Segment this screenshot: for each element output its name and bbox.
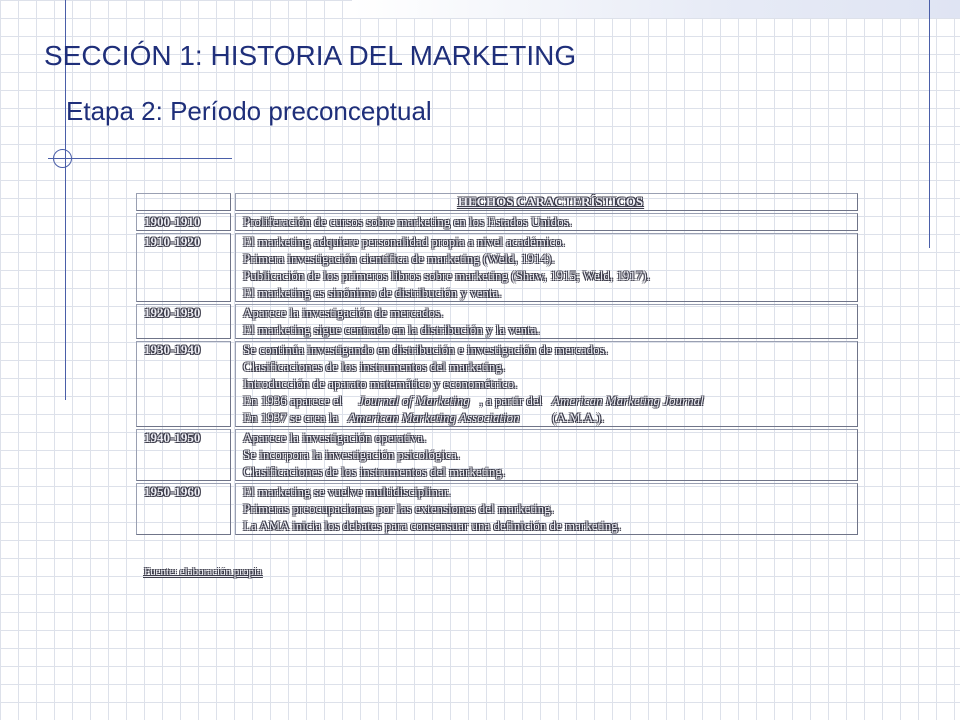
- source-note: Fuente: elaboración propia: [144, 566, 262, 578]
- fact-line: Clasificaciones de los instrumentos del marketing.: [243, 464, 506, 479]
- corner-horizontal-rule: [48, 158, 232, 159]
- fact-line: Aparece la investigación operativa.: [243, 430, 427, 445]
- fact-line: El marketing sigue centrado en la distribución y la venta.: [243, 322, 540, 337]
- fact-text: , a partir del: [479, 393, 543, 408]
- fact-line: Clasificaciones de los instrumentos del marketing.: [243, 359, 506, 374]
- facts-cell: [235, 341, 858, 426]
- fact-text: En 1937 se crea la: [243, 410, 339, 425]
- table-row: [136, 233, 858, 301]
- slide-title: SECCIÓN 1: HISTORIA DEL MARKETING: [44, 40, 577, 71]
- fact-line: Introducción de aparato matemático y econométrico.: [243, 376, 518, 391]
- fact-line: [243, 392, 858, 409]
- history-table: [136, 193, 858, 537]
- fact-line: Proliferación de cursos sobre marketing en los Estados Unidos.: [243, 214, 572, 229]
- fact-line: Se continúa investigando en distribución e investigación de mercados.: [243, 342, 608, 357]
- table-header-row: [136, 193, 858, 210]
- fact-line: El marketing adquiere personalidad propia a nivel académico.: [243, 234, 565, 249]
- table-row: [136, 429, 858, 480]
- top-decorative-bar: [352, 0, 960, 18]
- facts-cell: [235, 483, 858, 534]
- fact-line: Primeras preocupaciones por las extensiones del marketing.: [243, 501, 554, 516]
- period-cell: 1940-1950: [136, 429, 231, 480]
- association-name: American Marketing Association: [348, 410, 520, 425]
- fact-line: Primera investigación científica de marketing (Weld, 1914).: [243, 251, 555, 266]
- journal-source: American Marketing Journal: [552, 393, 704, 408]
- table-row: [136, 213, 858, 230]
- facts-cell: [235, 304, 858, 338]
- facts-cell: [235, 233, 858, 301]
- table-row: [136, 304, 858, 338]
- journal-title: Journal of Marketing: [358, 393, 470, 408]
- fact-line: Aparece la investigación de mercados.: [243, 305, 444, 320]
- slide-subtitle: Etapa 2: Período preconceptual: [66, 96, 432, 126]
- fact-line: Publicación de los primeros libros sobre marketing (Shaw, 1915; Weld, 1917).: [243, 268, 650, 283]
- period-cell: 1930-1940: [136, 341, 231, 426]
- fact-line: El marketing se vuelve multidisciplinar.: [243, 484, 451, 499]
- fact-text: En 1936 aparece el: [243, 393, 343, 408]
- facts-cell: [235, 213, 858, 230]
- table-row: [136, 341, 858, 426]
- table-row: [136, 483, 858, 534]
- fact-line: El marketing es sinónimo de distribución y venta.: [243, 285, 502, 300]
- right-vertical-rule: [929, 0, 930, 248]
- period-cell: 1910-1920: [136, 233, 231, 301]
- corner-circle-ornament: [53, 149, 72, 168]
- period-cell: 1950-1960: [136, 483, 231, 534]
- fact-line: [243, 409, 858, 426]
- fact-line: La AMA inicia los debates para consensuar una definición de marketing.: [243, 518, 621, 533]
- header-empty-cell: [136, 193, 231, 210]
- period-cell: 1900-1910: [136, 213, 231, 230]
- fact-text: (A.M.A.).: [552, 410, 605, 425]
- fact-line: Se incorpora la investigación psicológica.: [243, 447, 460, 462]
- facts-cell: [235, 429, 858, 480]
- table-header: HECHOS CARACTERÍSTICOS: [235, 193, 858, 210]
- period-cell: 1920-1930: [136, 304, 231, 338]
